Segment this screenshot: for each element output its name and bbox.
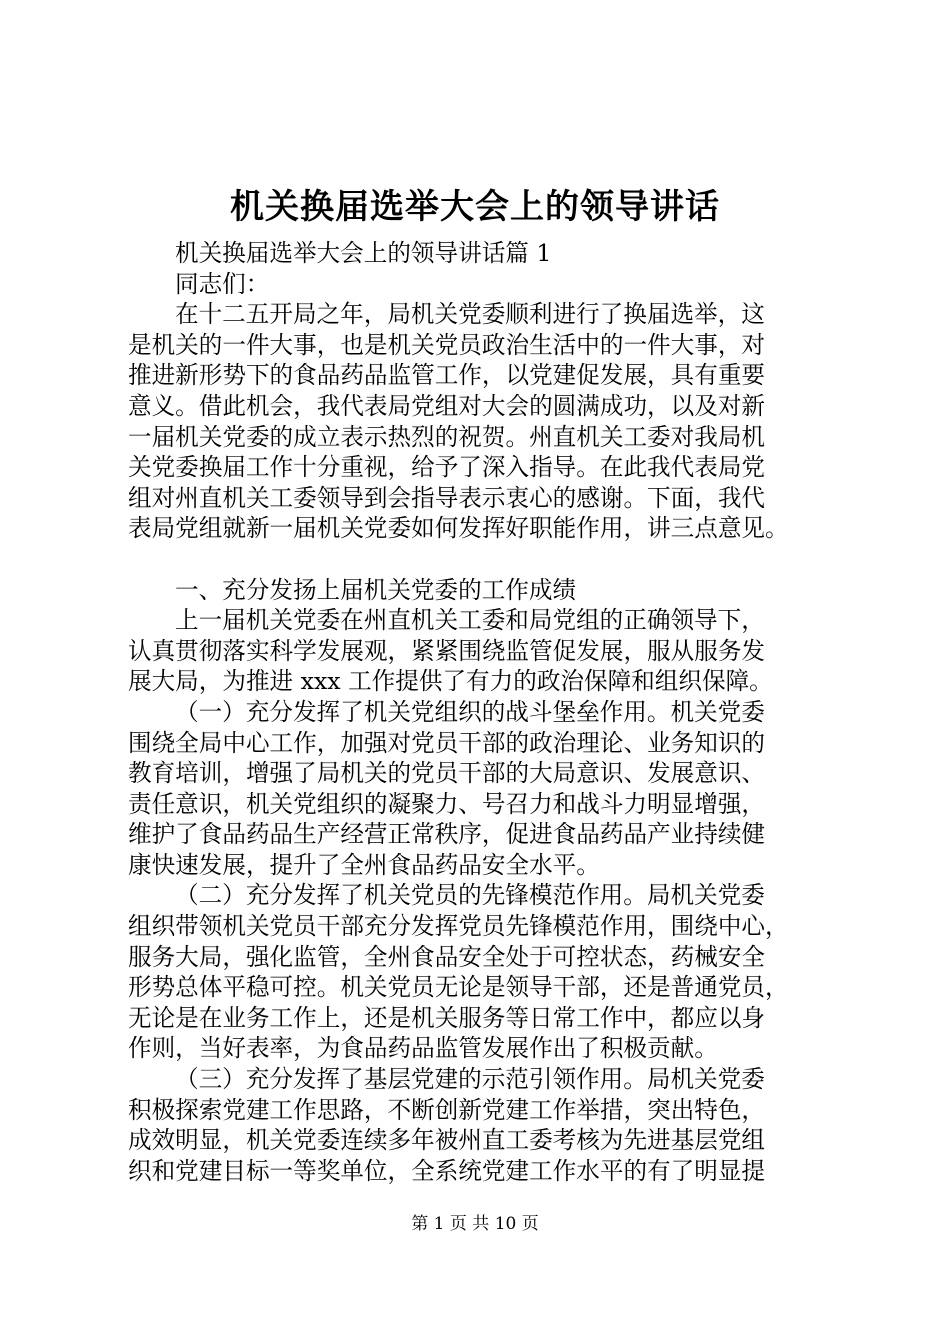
text-line: 组对州直机关工委领导到会指导表示衷心的感谢。下面，我代 [128,483,766,512]
text-line: 机关换届选举大会上的领导讲话篇 1 [175,239,552,267]
text-line: 服务大局，强化监管，全州食品安全处于可控状态，药械安全 [128,942,766,971]
page-footer: 第 1 页 共 10 页 [411,1214,539,1234]
text-line: 作则，当好表率，为食品药品监管发展作出了积极贡献。 [128,1034,718,1063]
text-line: 围绕全局中心工作，加强对党员干部的政治理论、业务知识的 [128,728,766,757]
text-line: 无论是在业务工作上，还是机关服务等日常工作中，都应以身 [128,1003,766,1032]
text-line: （一）充分发挥了机关党组织的战斗堡垒作用。机关党委 [175,697,765,726]
text-line: 组织带领机关党员干部充分发挥党员先锋模范作用，围绕中心， [128,912,789,941]
text-line: 在十二五开局之年，局机关党委顺利进行了换届选举，这 [175,300,765,329]
text-line: 积极探索党建工作思路，不断创新党建工作举措，突出特色， [128,1095,766,1124]
text-line: 形势总体平稳可控。机关党员无论是领导干部，还是普通党员， [128,973,789,1002]
text-line: 织和党建目标一等奖单位，全系统党建工作水平的有了明显提 [128,1156,766,1185]
document-title: 机关换届选举大会上的领导讲话 [230,187,720,227]
document-body [128,238,836,1186]
text-line: 关党委换届工作十分重视，给予了深入指导。在此我代表局党 [128,453,766,482]
text-line: 一届机关党委的成立表示热烈的祝贺。州直机关工委对我局机 [128,422,766,451]
text-line: 展大局，为推进 xxx 工作提供了有力的政治保障和组织保障。 [128,667,773,696]
text-line: 康快速发展，提升了全州食品药品安全水平。 [128,850,600,879]
text-line: （三）充分发挥了基层党建的示范引领作用。局机关党委 [175,1065,765,1094]
text-line: 同志们： [175,269,270,298]
text-line: 上一届机关党委在州直机关工委和局党组的正确领导下， [175,606,765,635]
text-line: 推进新形势下的食品药品监管工作，以党建促发展，具有重要 [128,361,766,390]
text-line: 成效明显，机关党委连续多年被州直工委考核为先进基层党组 [128,1126,766,1155]
text-line: 责任意识，机关党组织的凝聚力、号召力和战斗力明显增强， [128,789,766,818]
text-line: 认真贯彻落实科学发展观，紧紧围绕监管促发展，服从服务发 [128,636,766,665]
text-line: 教育培训，增强了局机关的党员干部的大局意识、发展意识、 [128,759,766,788]
text-line: 表局党组就新一届机关党委如何发挥好职能作用，讲三点意见。 [128,514,789,543]
blank-line [128,544,836,575]
text-line: 是机关的一件大事，也是机关党员政治生活中的一件大事，对 [128,330,766,359]
text-line: 意义。借此机会，我代表局党组对大会的圆满成功，以及对新 [128,391,766,420]
text-line: （二）充分发挥了机关党员的先锋模范作用。局机关党委 [175,881,765,910]
text-line: 一、充分发扬上届机关党委的工作成绩 [175,575,577,604]
text-line: 维护了食品药品生产经营正常秩序，促进食品药品产业持续健 [128,820,766,849]
